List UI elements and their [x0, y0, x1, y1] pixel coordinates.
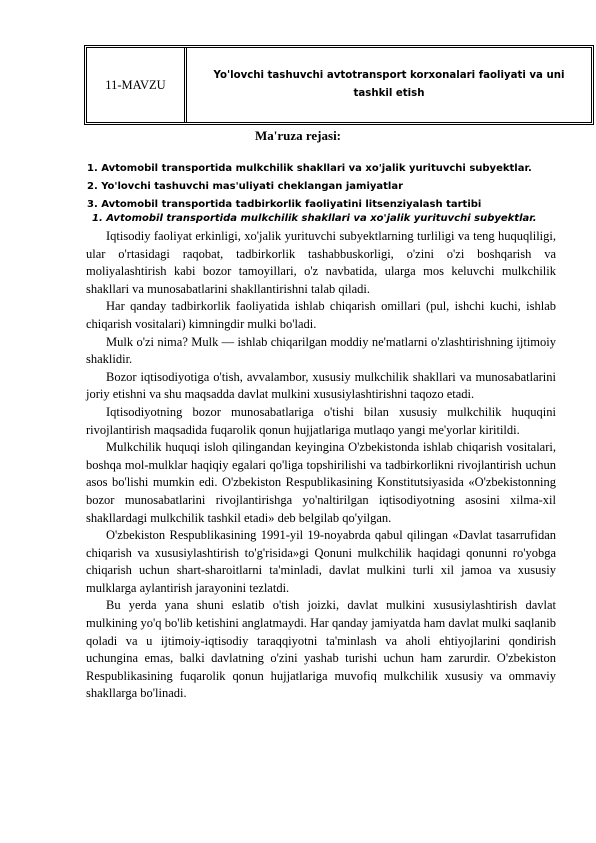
body-paragraph: Iqtisodiy faoliyat erkinligi, xo'jalik yurituvchi subyektlarning turliligi va teng huquqliligi, ular o'rtasidagi raqobat, tadbirkorlik tashabbuskorligi, o'zini o'zi boshqarish va moliyalashtirish kabi bozor tamoyillari, o'z navbatida, ularga mos keluvchi mulkchilik shakllari va munosabatlarini shakllantirishni talab qiladi. [86, 229, 556, 296]
plan-item: 2. Yo'lovchi tashuvchi mas'uliyati cheklangan jamiyatlar [87, 181, 404, 192]
plan-item: 1. Avtomobil transportida mulkchilik shakllari va xo'jalik yurituvchi subyektlar. [87, 163, 532, 174]
body-paragraph: Bozor iqtisodiyotiga o'tish, avvalambor, xususiy mulkchilik shakllari va munosabatlarini joriy etishni va shu maqsadda davlat mulkini xususiylashtirishni taqozo etadi. [86, 369, 556, 402]
topic-title: Yo'lovchi tashuvchi avtotransport korxonalari faoliyati va uni tashkil etish [213, 70, 565, 99]
lecture-plan-heading: Ma'ruza rejasi: [254, 128, 342, 143]
topic-title-cell [187, 48, 591, 122]
body-paragraph: Mulk o'zi nima? Mulk — ishlab chiqarilgan moddiy ne'matlarni o'zlashtirishning ijtimoiy shaklidir. [86, 334, 556, 367]
body-paragraph: O'zbekiston Respublikasining 1991-yil 19-noyabrda qabul qilingan «Davlat tasarrufidan chiqarish va xususiylashtirish to'g'risida»gi Qonuni mulkchilik haqidagi qonunni ro'yobga chiqarish uchun shart-sharoitlarni ta'minladi, davlat mulkini turli xil jamoa va xususiy mulklarga aylantirish jarayonini tezlatdi. [86, 528, 556, 595]
body-paragraph: Mulkchilik huquqi isloh qilingandan keyingina O'zbekistonda ishlab chiqarish vositalari, boshqa mol-mulklar haqiqiy egalari qo'liga topshirilishi va tadbirkorlikni rivojlantirish uchun asos bo'lishi mumkin edi. O'zbekiston Respublikasining Konstitutsiyasida «O'zbekistonning bozor munosabatlarini rivojlantirishga yo'naltirilgan iqtisodiyotning asosini xilma-xil shakllardagi mulkchilik tashkil etadi» deb belgilab qo'yilgan. [86, 440, 556, 525]
body-paragraph: Har qanday tadbirkorlik faoliyatida ishlab chiqarish omillari (pul, ishchi kuchi, ishlab chiqarish vositalari) kimningdir mulki bo'ladi. [86, 299, 556, 331]
plan-item: 3. Avtomobil transportida tadbirkorlik faoliyatini litsenziyalash tartibi [87, 199, 482, 210]
body-paragraph: Iqtisodiyotning bozor munosabatlariga o'tishi bilan xususiy mulkchilik huquqini rivojlantirish maqsadida fuqarolik qonun hujjatlariga mutlaqo yangi me'yorlar kiritildi. [86, 404, 556, 437]
topic-number: 11-MAVZU [105, 77, 166, 92]
topic-header-table [84, 45, 594, 125]
lecture-plan-list [87, 160, 587, 214]
body-paragraph: Bu yerda yana shuni eslatib o'tish joizki, davlat mulkini xususiylashtirish davlat mulkining yo'q bo'lib ketishini anglatmaydi. Har qanday jamiyatda ham davlat mulki saqlanib qoladi va u ijtimoiy-iqtisodiy taraqqiyotni ta'minlash va aholi ehtiyojlarini qondirish uchungina emas, balki davlatning o'zini yashab turishi uchun ham zarurdir. O'zbekiston Respublikasining fuqarolik qonun hujjatlariga muvofiq mulkchilik xususiy va ommaviy shakllarga bo'linadi. [86, 598, 556, 701]
topic-number-cell [87, 48, 187, 122]
section-heading: 1. Avtomobil transportida mulkchilik shakllari va xo'jalik yurituvchi subyektlar. [92, 213, 537, 224]
section-body [86, 228, 556, 703]
